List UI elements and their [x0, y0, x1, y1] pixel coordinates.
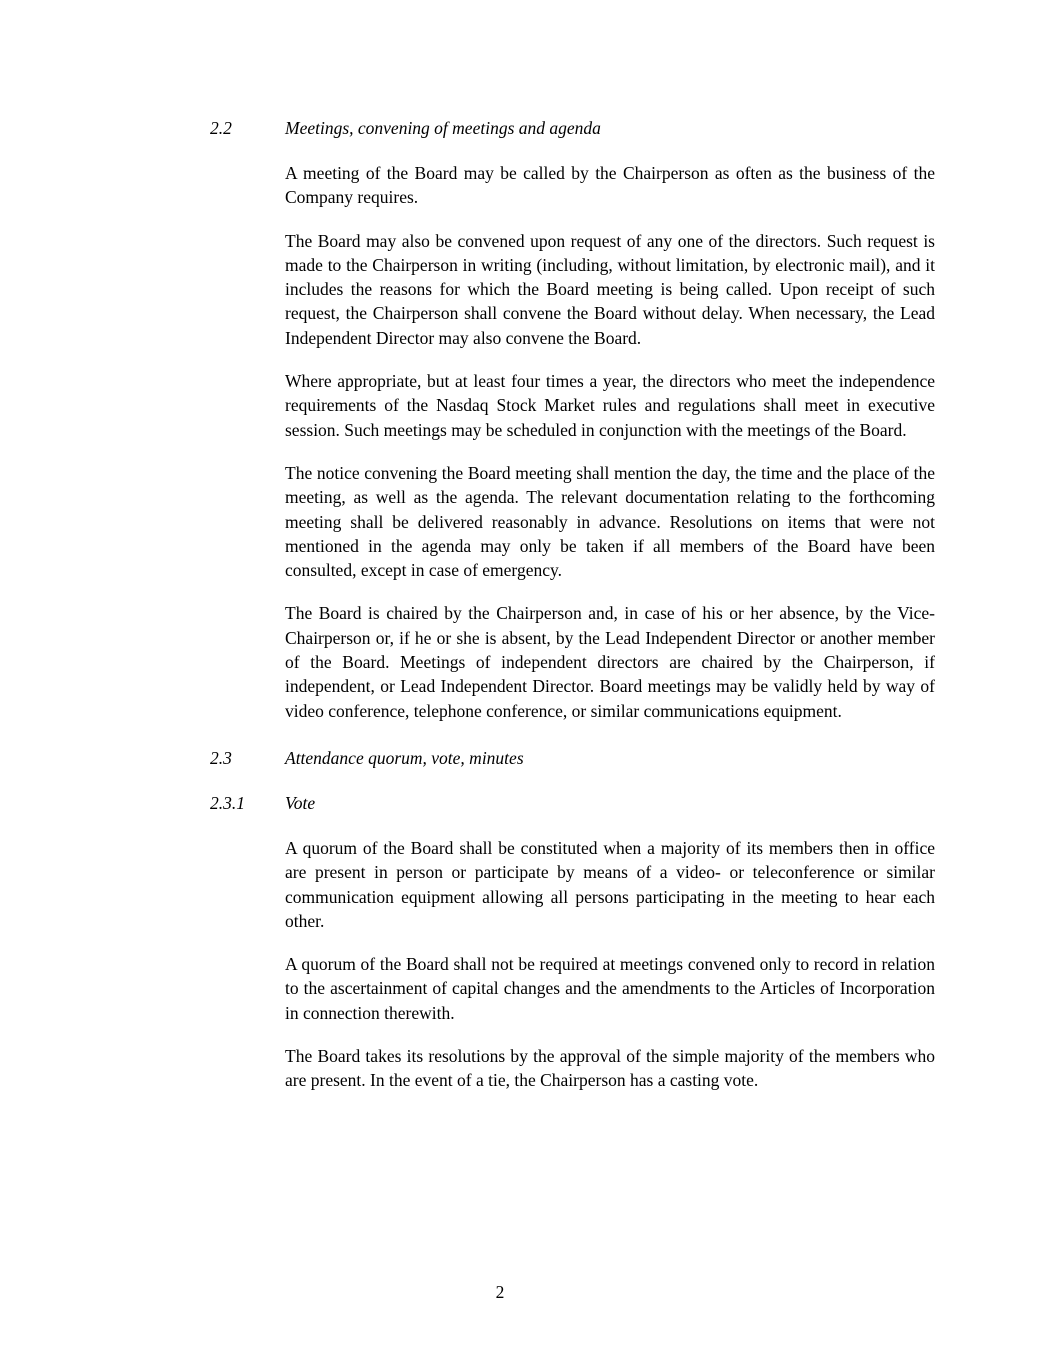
section-number: 2.2 — [210, 118, 232, 138]
paragraph: A quorum of the Board shall not be required at meetings convened only to record in relation to the ascertainment of capital changes and the amendments to the Articles of Incorporation in connection therewith. — [285, 954, 935, 1023]
section-number: 2.3 — [210, 747, 232, 768]
paragraph: The Board takes its resolutions by the approval of the simple majority of the members who are present. In the event of a tie, the Chairperson has a casting vote. — [285, 1046, 935, 1091]
paragraph: Where appropriate, but at least four times a year, the directors who meet the independence requirements of the Nasdaq Stock Market rules and regulations shall meet in executive session. Such meetings may be scheduled in conjunction with the meetings of the Board. — [285, 371, 935, 440]
document-content — [210, 116, 937, 1112]
paragraph: The Board is chaired by the Chairperson and, in case of his or her absence, by the Vice-Chairperson or, if he or she is absent, by the Lead Independent Director or another member of the Board. Meetings of independent directors are chaired by the Chairperson, if independent, or Lead Independent Director. Board meetings may be validly held by way of video conference, telephone conference, or similar communications equipment. — [285, 603, 935, 721]
paragraph: The notice convening the Board meeting shall mention the day, the time and the place of the meeting, as well as the agenda. The relevant documentation relating to the forthcoming meeting shall be delivered reasonably in advance. Resolutions on items that were not mentioned in the agenda may only be taken if all members of the Board have been consulted, except in case of emergency. — [285, 462, 935, 581]
section-number: 2.3.1 — [210, 792, 245, 813]
section-title: Meetings, convening of meetings and agenda — [285, 118, 601, 138]
section-title: Vote — [285, 792, 316, 813]
section-heading-2-3-1 — [210, 791, 937, 815]
section-heading-2-3 — [210, 746, 937, 770]
section-heading-2-2 — [210, 116, 937, 140]
paragraph: A meeting of the Board may be called by the Chairperson as often as the business of the Company requires. — [285, 163, 935, 208]
section-title: Attendance quorum, vote, minutes — [285, 747, 524, 768]
paragraph: The Board may also be convened upon request of any one of the directors. Such request is made to the Chairperson in writing (including, without limitation, by electronic mail), and it includes the reasons for which the Board meeting is being called. Upon receipt of such request, the Chairperson shall convene the Board without delay. When necessary, the Lead Independent Director may also convene the Board. — [285, 230, 935, 348]
paragraph: A quorum of the Board shall be constituted when a majority of its members then in office are present in person or participate by means of a video- or teleconference or similar communication equipment allowing all persons participating in the meeting to hear each other. — [285, 837, 935, 931]
page-number: 2 — [495, 1282, 505, 1302]
